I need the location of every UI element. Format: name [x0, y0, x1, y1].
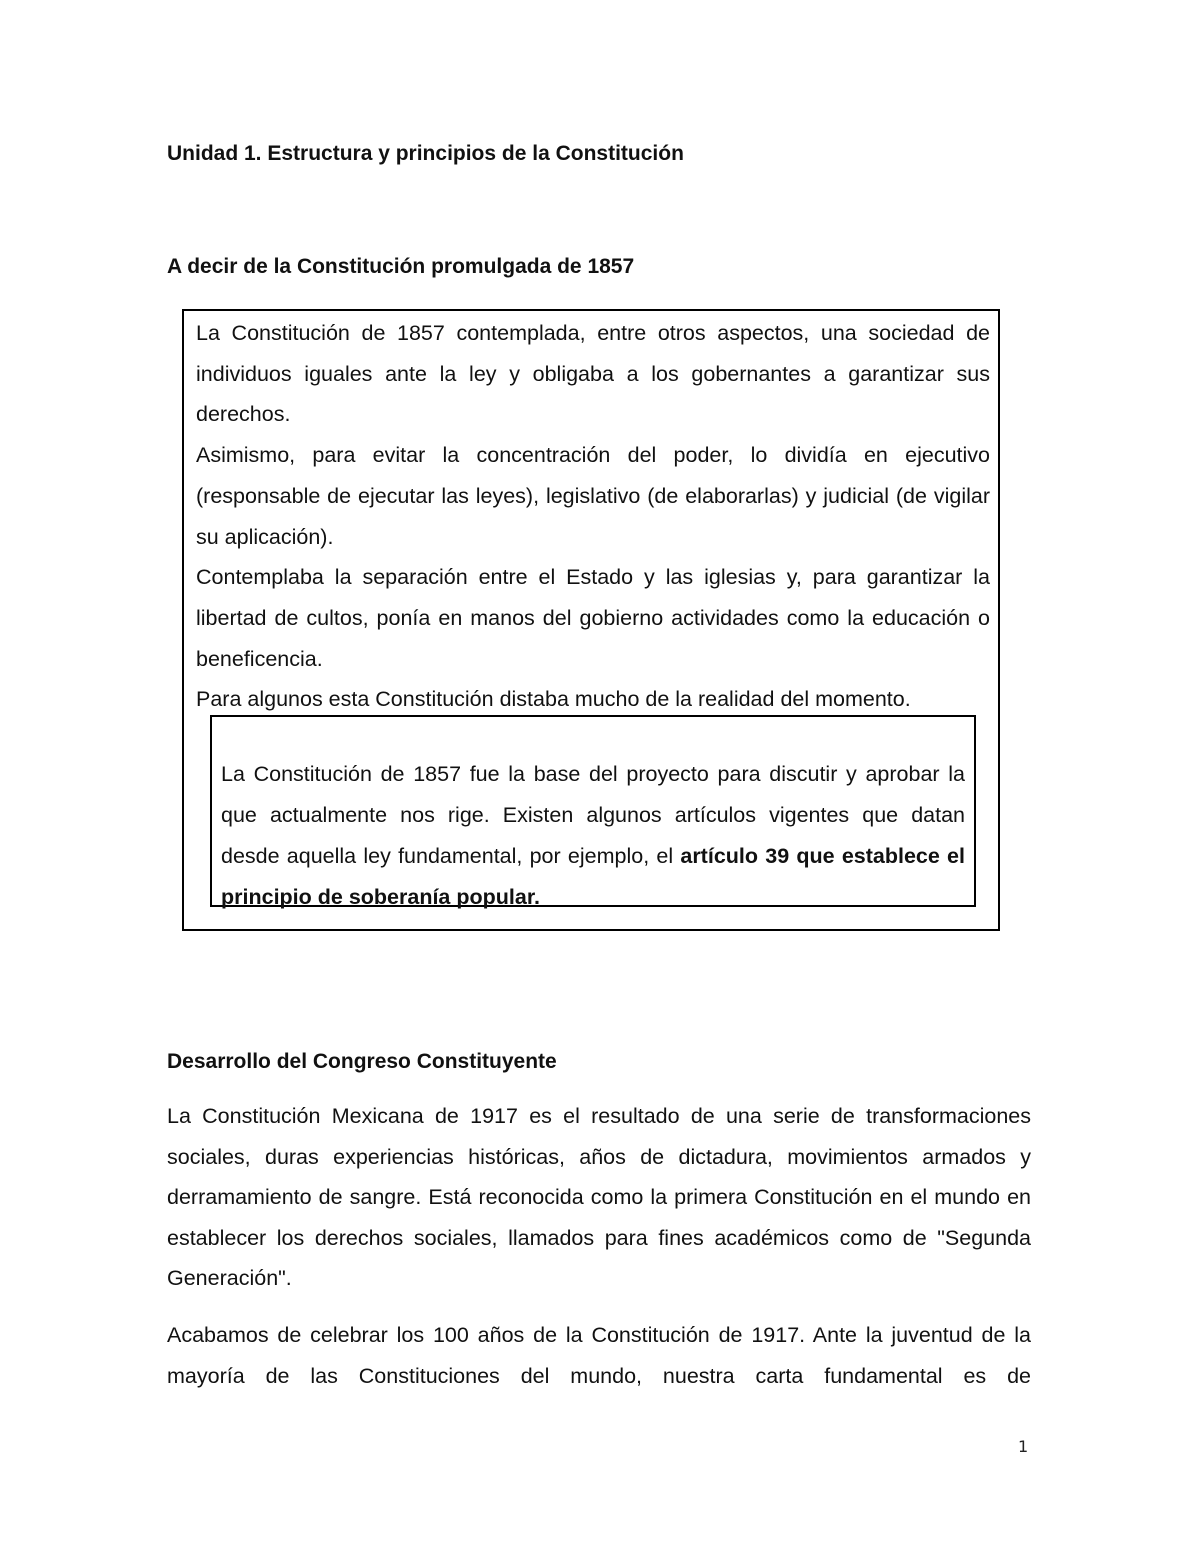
- paragraph-1917: La Constitución Mexicana de 1917 es el resultado de una serie de transformaciones sociales, duras experiencias históricas, años de dictadura, movimientos armados y derramamiento de sangre. Está reconocida como la primera Constitución en el mundo en establecer los derechos sociales, llamados para fines académicos como de "Segunda Generación".: [167, 1104, 1031, 1291]
- section-heading-1857: A decir de la Constitución promulgada de 1857: [167, 255, 635, 278]
- constitution-1857-box: [182, 309, 1000, 931]
- page-number: 1: [1018, 1437, 1029, 1456]
- section-heading-congreso: Desarrollo del Congreso Constituyente: [167, 1050, 557, 1073]
- inner-note-box: [210, 715, 976, 907]
- inner-note-text: [221, 754, 965, 918]
- box-paragraph: Para algunos esta Constitución distaba mucho de la realidad del momento.: [196, 687, 911, 712]
- inner-note-regular: La Constitución de 1857 fue la base del proyecto para discutir y aprobar la que actualmente nos rige. Existen algunos artículos vigentes que datan desde aquella ley fundamental, por ejemplo, el: [221, 762, 965, 868]
- box-paragraph: La Constitución de 1857 contemplada, entre otros aspectos, una sociedad de individuos iguales ante la ley y obligaba a los gobernantes a garantizar sus derechos.: [196, 321, 990, 427]
- box-paragraph: Contemplaba la separación entre el Estado y las iglesias y, para garantizar la libertad de cultos, ponía en manos del gobierno actividades como la educación o beneficencia.: [196, 565, 990, 671]
- paragraph-100-years: Acabamos de celebrar los 100 años de la Constitución de 1917. Ante la juventud de la mayoría de las Constituciones del mundo, nuestra carta fundamental es de: [167, 1323, 1031, 1388]
- unit-title: Unidad 1. Estructura y principios de la Constitución: [167, 142, 684, 165]
- constitution-1857-text: [196, 313, 990, 720]
- inner-note-bold: artículo 39 que establece el principio de soberanía popular.: [221, 844, 965, 909]
- box-paragraph: Asimismo, para evitar la concentración del poder, lo dividía en ejecutivo (responsable de ejecutar las leyes), legislativo (de elaborarlas) y judicial (de vigilar su aplicación).: [196, 443, 990, 549]
